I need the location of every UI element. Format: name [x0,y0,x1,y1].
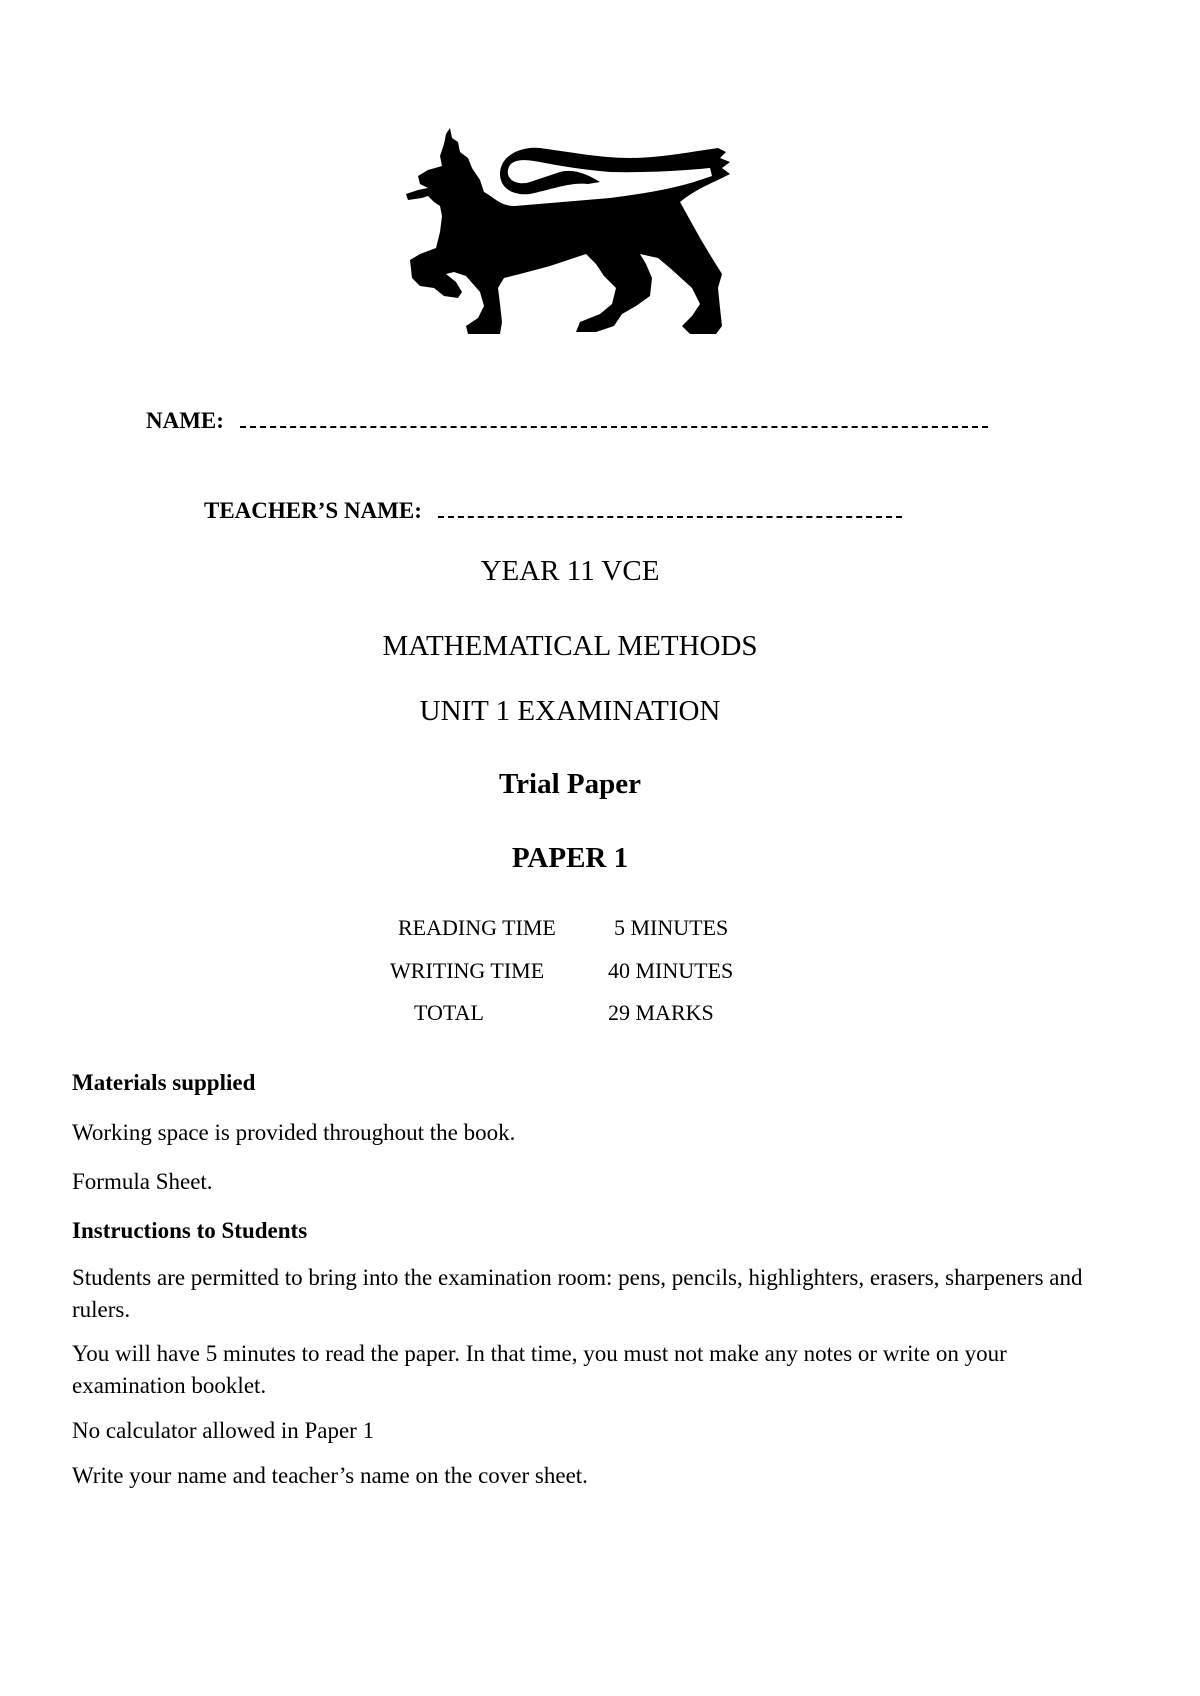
subject-title: MATHEMATICAL METHODS [382,630,758,662]
instruction-item: Students are permitted to bring into the examination room: pens, pencils, highlighters, erasers, sharpeners and rulers. [72,1265,1083,1322]
teacher-name-blank-line[interactable] [438,498,902,518]
timing-label: READING TIME [398,915,556,940]
timing-value: 29 MARKS [608,1000,714,1025]
trial-paper-title: Trial Paper [498,768,641,800]
instruction-item: No calculator allowed in Paper 1 [72,1418,375,1443]
materials-item: Working space is provided throughout the book. [72,1120,516,1145]
instruction-item: Write your name and teacher’s name on the cover sheet. [72,1463,588,1488]
materials-heading: Materials supplied [72,1070,256,1095]
timing-label: TOTAL [414,1000,484,1025]
materials-item: Formula Sheet. [72,1169,213,1194]
lion-passant-icon [400,128,740,348]
lion-logo [400,128,740,348]
teacher-name-label: TEACHER’S NAME: [204,498,422,523]
name-field[interactable] [146,408,988,434]
instructions-heading: Instructions to Students [72,1218,308,1243]
year-title: YEAR 11 VCE [480,555,660,587]
name-label: NAME: [146,408,224,433]
timing-value: 40 MINUTES [608,958,734,983]
instruction-item: You will have 5 minutes to read the paper. In that time, you must not make any notes or write on your examination booklet. [72,1341,1007,1398]
timing-value: 5 MINUTES [614,915,729,940]
paper-number-title: PAPER 1 [511,842,629,874]
timing-label: WRITING TIME [390,958,545,983]
name-blank-line[interactable] [240,408,988,428]
teacher-name-field[interactable] [204,498,902,524]
unit-title: UNIT 1 EXAMINATION [419,695,721,727]
